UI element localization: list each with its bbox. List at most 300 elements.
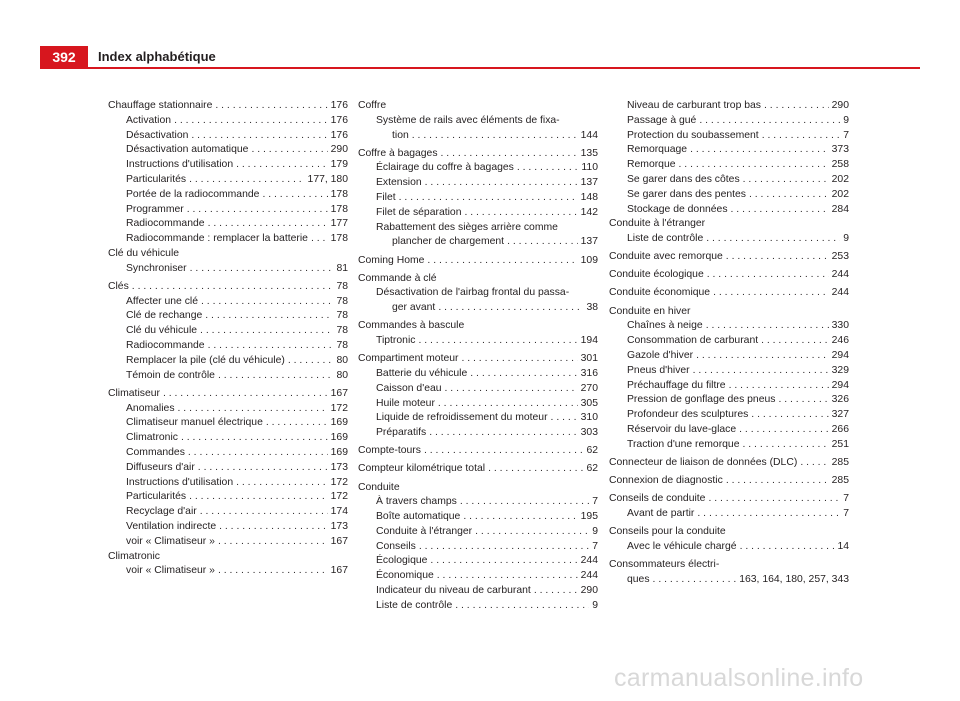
page-reference: 301 bbox=[580, 353, 598, 365]
index-entry bbox=[108, 387, 348, 550]
page-reference: 330 bbox=[831, 320, 849, 332]
page-reference: 253 bbox=[831, 251, 849, 263]
entry-text: Conseils de conduite bbox=[609, 493, 706, 504]
page-reference: 110 bbox=[581, 162, 598, 174]
index-entry-line bbox=[609, 268, 849, 283]
entry-text: Témoin de contrôle bbox=[126, 369, 215, 381]
entry-text: Liste de contrôle bbox=[376, 599, 453, 611]
entry-text: Pneus d'hiver bbox=[627, 364, 690, 376]
leader-dots bbox=[311, 232, 328, 247]
page-reference: 179 bbox=[330, 159, 348, 171]
entry-text: Stockage de données bbox=[627, 203, 728, 215]
index-entry bbox=[108, 247, 348, 277]
page-reference: 9 bbox=[843, 114, 849, 126]
index-subentry-line bbox=[358, 382, 598, 397]
entry-text: Économique bbox=[376, 570, 434, 582]
index-subentry-line bbox=[108, 173, 348, 188]
entry-text: Conseils pour la conduite bbox=[609, 525, 726, 537]
index-entry-line bbox=[358, 319, 598, 334]
page-reference: 327 bbox=[831, 409, 849, 421]
entry-text: Gazole d'hiver bbox=[627, 349, 694, 361]
page-reference: 202 bbox=[831, 173, 849, 185]
page-reference: 303 bbox=[580, 427, 598, 439]
index-entry-line bbox=[358, 254, 598, 269]
page-reference: 62 bbox=[586, 463, 598, 475]
index-entry-line bbox=[358, 444, 598, 459]
page-reference: 80 bbox=[336, 354, 348, 366]
page-reference: 202 bbox=[831, 188, 849, 200]
leader-dots bbox=[219, 520, 328, 535]
leader-dots bbox=[739, 423, 829, 438]
page-reference: 373 bbox=[831, 144, 849, 156]
page-reference: 135 bbox=[580, 147, 598, 159]
index-entry-line bbox=[609, 474, 849, 489]
entry-text: Portée de la radiocommande bbox=[126, 188, 260, 200]
index-subentry-line bbox=[358, 129, 598, 144]
index-subentry-line bbox=[108, 324, 348, 339]
leader-dots bbox=[470, 367, 577, 382]
leader-dots bbox=[181, 431, 328, 446]
entry-text: Désactivation bbox=[126, 129, 189, 141]
entry-text: Synchroniser bbox=[126, 262, 187, 274]
leader-dots bbox=[706, 319, 829, 334]
index-subentry-line bbox=[108, 309, 348, 324]
leader-dots bbox=[800, 456, 828, 471]
entry-text: Chauffage stationnaire bbox=[108, 100, 213, 111]
leader-dots bbox=[441, 147, 578, 162]
leader-dots bbox=[189, 490, 328, 505]
leader-dots bbox=[731, 203, 829, 218]
entry-text: Remplacer la pile (clé du véhicule) bbox=[126, 354, 285, 366]
index-subentry-line bbox=[609, 158, 849, 173]
leader-dots bbox=[551, 411, 578, 426]
entry-text: Consommateurs électri- bbox=[609, 558, 720, 570]
leader-dots bbox=[693, 364, 829, 379]
index-subentry-line bbox=[609, 129, 849, 144]
index-entry-line bbox=[609, 492, 849, 507]
index-subentry-line bbox=[108, 217, 348, 232]
entry-text: Climatronic bbox=[108, 550, 160, 562]
entry-text: Connexion de diagnostic bbox=[609, 474, 723, 486]
index-subentry-line bbox=[358, 114, 598, 129]
leader-dots bbox=[726, 250, 829, 265]
leader-dots bbox=[178, 402, 328, 417]
page-reference: 137 bbox=[580, 177, 598, 189]
entry-text: Préchauffage du filtre bbox=[627, 379, 726, 391]
entry-text: Compartiment moteur bbox=[358, 353, 459, 365]
leader-dots bbox=[437, 569, 578, 584]
index-subentry-line bbox=[358, 495, 598, 510]
page-reference: 294 bbox=[831, 349, 849, 361]
page-reference: 178 bbox=[330, 233, 348, 245]
entry-text: Réservoir du lave-glace bbox=[627, 423, 737, 435]
page-reference: 137 bbox=[580, 236, 598, 248]
page-reference: 290 bbox=[330, 144, 348, 156]
entry-text: Liste de contrôle bbox=[627, 233, 704, 245]
index-subentry-line bbox=[108, 143, 348, 158]
index-subentry-line bbox=[108, 520, 348, 535]
index-entry-line bbox=[108, 387, 348, 402]
index-entry bbox=[108, 99, 348, 247]
index-entry bbox=[609, 305, 849, 453]
page-reference: 169 bbox=[330, 446, 348, 458]
index-subentry-line bbox=[358, 161, 598, 176]
leader-dots bbox=[266, 416, 328, 431]
index-entry bbox=[358, 254, 598, 269]
index-subentry-line bbox=[358, 411, 598, 426]
index-entry bbox=[358, 319, 598, 349]
page-reference: 310 bbox=[580, 412, 598, 424]
entry-text: Conduite écologique bbox=[609, 269, 704, 281]
entry-text: Batterie du véhicule bbox=[376, 368, 468, 380]
entry-text: Affecter une clé bbox=[126, 295, 199, 307]
entry-text: Rabattement des sièges arrière comme bbox=[376, 221, 558, 233]
entry-text: Commandes bbox=[126, 446, 185, 458]
index-subentry-line bbox=[358, 569, 598, 584]
page-reference: 167 bbox=[330, 565, 348, 577]
leader-dots bbox=[208, 217, 328, 232]
index-entry-line bbox=[358, 272, 598, 287]
entry-text: Clé du véhicule bbox=[108, 247, 180, 259]
entry-text: Caisson d'eau bbox=[376, 382, 442, 394]
index-subentry-line bbox=[108, 416, 348, 431]
page-reference: 285 bbox=[831, 456, 849, 468]
index-entry-line bbox=[609, 525, 849, 540]
leader-dots bbox=[412, 129, 578, 144]
entry-text: Clé du véhicule bbox=[126, 325, 198, 337]
index-subentry-line bbox=[108, 476, 348, 491]
index-subentry-line bbox=[358, 426, 598, 441]
entry-text: ger avant bbox=[392, 302, 436, 314]
entry-text: Passage à gué bbox=[627, 114, 697, 126]
leader-dots bbox=[696, 349, 829, 364]
index-subentry-line bbox=[609, 173, 849, 188]
entry-text: Conduite économique bbox=[609, 287, 711, 299]
index-subentry-line bbox=[609, 188, 849, 203]
leader-dots bbox=[708, 492, 840, 507]
leader-dots bbox=[188, 446, 328, 461]
entry-text: Niveau de carburant trop bas bbox=[627, 100, 762, 111]
entry-text: Coffre bbox=[358, 100, 387, 111]
index-subentry-line bbox=[358, 191, 598, 206]
leader-dots bbox=[699, 114, 840, 129]
entry-text: Clés bbox=[108, 280, 129, 292]
index-subentry-line bbox=[108, 129, 348, 144]
page-header bbox=[0, 0, 960, 70]
entry-text: Préparatifs bbox=[376, 427, 427, 439]
leader-dots bbox=[743, 173, 829, 188]
index-subentry-line bbox=[358, 206, 598, 221]
index-entry bbox=[358, 352, 598, 441]
leader-dots bbox=[236, 158, 328, 173]
leader-dots bbox=[201, 295, 333, 310]
leader-dots bbox=[778, 393, 828, 408]
entry-text: Tiptronic bbox=[376, 335, 416, 347]
index-entry bbox=[358, 462, 598, 477]
page-reference: 14 bbox=[837, 540, 849, 552]
page-reference: 246 bbox=[831, 335, 849, 347]
index-column-3 bbox=[609, 99, 849, 587]
entry-text: Diffuseurs d'air bbox=[126, 461, 195, 473]
index-subentry-line bbox=[358, 525, 598, 540]
index-subentry-line bbox=[108, 461, 348, 476]
page-reference: 178 bbox=[330, 203, 348, 215]
index-subentry-line bbox=[108, 369, 348, 384]
index-subentry-line bbox=[108, 354, 348, 369]
page-reference: 80 bbox=[336, 369, 348, 381]
index-entry-line bbox=[358, 352, 598, 367]
entry-text: Coming Home bbox=[358, 254, 425, 266]
entry-text: plancher de chargement bbox=[392, 236, 505, 248]
index-entry bbox=[108, 280, 348, 384]
index-subentry-line bbox=[108, 505, 348, 520]
index-entry bbox=[358, 99, 598, 143]
leader-dots bbox=[163, 387, 328, 402]
index-entry-line bbox=[108, 247, 348, 262]
index-entry-line bbox=[609, 217, 849, 232]
entry-text: Instructions d'utilisation bbox=[126, 159, 234, 171]
index-entry bbox=[609, 268, 849, 283]
index-subentry-line bbox=[108, 295, 348, 310]
page-reference: 176 bbox=[330, 114, 348, 126]
index-subentry-line bbox=[358, 221, 598, 236]
leader-dots bbox=[132, 280, 334, 295]
index-entry-line bbox=[609, 286, 849, 301]
index-entry bbox=[609, 99, 849, 217]
entry-text: Avant de partir bbox=[627, 507, 695, 519]
leader-dots bbox=[749, 188, 829, 203]
entry-text: Particularités bbox=[126, 173, 187, 185]
entry-text: Particularités bbox=[126, 491, 187, 503]
entry-text: Programmer bbox=[126, 203, 184, 215]
page-reference: 176 bbox=[330, 100, 348, 111]
leader-dots bbox=[460, 495, 589, 510]
index-entry bbox=[609, 474, 849, 489]
index-subentry-line bbox=[609, 349, 849, 364]
page-reference: 172 bbox=[330, 476, 348, 488]
page-reference: 177 bbox=[330, 218, 348, 230]
page-reference: 244 bbox=[831, 287, 849, 299]
leader-dots bbox=[729, 379, 829, 394]
page-reference: 62 bbox=[586, 445, 598, 457]
leader-dots bbox=[187, 203, 328, 218]
page-reference: 173 bbox=[330, 461, 348, 473]
leader-dots bbox=[690, 143, 829, 158]
leader-dots bbox=[191, 129, 327, 144]
page-reference: 7 bbox=[592, 540, 598, 552]
leader-dots bbox=[751, 408, 828, 423]
index-subentry-line bbox=[609, 423, 849, 438]
page-reference: 305 bbox=[580, 397, 598, 409]
leader-dots bbox=[190, 262, 334, 277]
entry-text: Compte-tours bbox=[358, 445, 421, 457]
index-entry-line bbox=[358, 147, 598, 162]
page-reference: 144 bbox=[580, 129, 598, 141]
page-reference: 177, 180 bbox=[307, 173, 348, 185]
page-reference: 195 bbox=[580, 511, 598, 523]
index-entry-line bbox=[358, 481, 598, 496]
page-reference: 78 bbox=[336, 340, 348, 352]
index-subentry-line bbox=[358, 554, 598, 569]
index-subentry-line bbox=[609, 99, 849, 114]
entry-text: Clé de rechange bbox=[126, 310, 203, 322]
leader-dots bbox=[534, 584, 578, 599]
page-reference: 326 bbox=[831, 394, 849, 406]
index-column-1 bbox=[108, 99, 348, 579]
entry-text: voir « Climatiseur » bbox=[126, 565, 215, 577]
index-entry-line bbox=[609, 250, 849, 265]
page-reference: 9 bbox=[592, 525, 598, 537]
page-reference: 270 bbox=[580, 382, 598, 394]
index-entry bbox=[609, 558, 849, 588]
leader-dots bbox=[740, 540, 835, 555]
entry-text: Conduite bbox=[358, 481, 400, 493]
index-entry bbox=[358, 444, 598, 459]
leader-dots bbox=[399, 191, 578, 206]
index-subentry-line bbox=[358, 301, 598, 316]
index-entry bbox=[609, 456, 849, 471]
entry-text: Filet de séparation bbox=[376, 206, 462, 218]
index-entry bbox=[609, 217, 849, 247]
page-reference: 285 bbox=[831, 474, 849, 486]
entry-text: Avec le véhicule chargé bbox=[627, 540, 737, 552]
entry-text: Commande à clé bbox=[358, 272, 437, 284]
entry-text: Coffre à bagages bbox=[358, 147, 438, 159]
index-entry-line bbox=[609, 558, 849, 573]
page-reference: 244 bbox=[580, 570, 598, 582]
leader-dots bbox=[251, 143, 327, 158]
entry-text: Connecteur de liaison de données (DLC) bbox=[609, 456, 798, 468]
leader-dots bbox=[215, 99, 327, 114]
index-subentry-line bbox=[108, 158, 348, 173]
index-subentry-line bbox=[108, 564, 348, 579]
leader-dots bbox=[425, 176, 578, 191]
index-subentry-line bbox=[609, 364, 849, 379]
page-number: 392 bbox=[40, 46, 88, 68]
entry-text: ques bbox=[627, 573, 650, 585]
page-reference: 169 bbox=[330, 417, 348, 429]
index-subentry-line bbox=[609, 319, 849, 334]
entry-text: Radiocommande : remplacer la batterie bbox=[126, 233, 308, 245]
entry-text: Commandes à bascule bbox=[358, 320, 465, 332]
page-reference: 9 bbox=[592, 599, 598, 611]
entry-text: À travers champs bbox=[376, 496, 457, 508]
page-reference: 284 bbox=[831, 203, 849, 215]
index-subentry-line bbox=[358, 584, 598, 599]
index-subentry-line bbox=[609, 203, 849, 218]
entry-text: Liquide de refroidissement du moteur bbox=[376, 412, 548, 424]
page-reference: 244 bbox=[580, 555, 598, 567]
page-reference: 172 bbox=[330, 491, 348, 503]
index-subentry-line bbox=[108, 402, 348, 417]
index-entry bbox=[108, 550, 348, 580]
entry-text: Filet bbox=[376, 192, 396, 204]
entry-text: Pression de gonflage des pneus bbox=[627, 394, 776, 406]
entry-text: voir « Climatiseur » bbox=[126, 535, 215, 547]
index-entry-line bbox=[609, 305, 849, 320]
leader-dots bbox=[418, 334, 577, 349]
index-subentry-line bbox=[358, 397, 598, 412]
index-entry-line bbox=[108, 280, 348, 295]
leader-dots bbox=[200, 505, 328, 520]
index-subentry-line bbox=[108, 535, 348, 550]
entry-text: Recyclage d'air bbox=[126, 506, 197, 518]
entry-text: Anomalies bbox=[126, 402, 175, 414]
leader-dots bbox=[445, 382, 578, 397]
index-entry bbox=[358, 147, 598, 251]
entry-text: Radiocommande bbox=[126, 218, 205, 230]
page-reference: 174 bbox=[330, 506, 348, 518]
watermark: carmanualsonline.info bbox=[614, 664, 864, 692]
leader-dots bbox=[236, 476, 328, 491]
page-reference: 7 bbox=[843, 129, 849, 141]
index-subentry-line bbox=[609, 540, 849, 555]
entry-text: Éclairage du coffre à bagages bbox=[376, 162, 514, 174]
index-subentry-line bbox=[609, 379, 849, 394]
index-subentry-line bbox=[358, 334, 598, 349]
entry-text: Conduite à l'étranger bbox=[376, 525, 473, 537]
page-reference: 81 bbox=[336, 262, 348, 274]
entry-text: Huile moteur bbox=[376, 397, 435, 409]
entry-text: Conduite en hiver bbox=[609, 305, 691, 317]
entry-text: Chaînes à neige bbox=[627, 320, 703, 332]
index-subentry-line bbox=[609, 114, 849, 129]
index-subentry-line bbox=[108, 339, 348, 354]
entry-text: Activation bbox=[126, 114, 172, 126]
leader-dots bbox=[455, 599, 589, 614]
page-reference: 329 bbox=[831, 364, 849, 376]
page-reference: 7 bbox=[843, 507, 849, 519]
leader-dots bbox=[419, 540, 589, 555]
leader-dots bbox=[713, 286, 829, 301]
page-reference: 78 bbox=[336, 295, 348, 307]
leader-dots bbox=[430, 554, 577, 569]
page-reference: 290 bbox=[580, 585, 598, 597]
leader-dots bbox=[653, 573, 737, 588]
index-subentry-line bbox=[108, 114, 348, 129]
header-divider bbox=[40, 67, 920, 69]
entry-text: Radiocommande bbox=[126, 340, 205, 352]
page-reference: 163, 164, 180, 257, 343 bbox=[739, 573, 849, 585]
index-subentry-line bbox=[358, 599, 598, 614]
leader-dots bbox=[198, 461, 328, 476]
entry-text: Extension bbox=[376, 177, 422, 189]
index-entry bbox=[358, 272, 598, 316]
leader-dots bbox=[761, 334, 829, 349]
page-reference: 78 bbox=[336, 280, 348, 292]
page-reference: 294 bbox=[831, 379, 849, 391]
leader-dots bbox=[438, 301, 583, 316]
page-reference: 173 bbox=[330, 520, 348, 532]
leader-dots bbox=[174, 114, 328, 129]
index-entry bbox=[609, 250, 849, 265]
index-entry bbox=[358, 481, 598, 614]
entry-text: Boîte automatique bbox=[376, 511, 461, 523]
leader-dots bbox=[205, 309, 333, 324]
leader-dots bbox=[424, 444, 583, 459]
entry-text: tion bbox=[392, 129, 409, 141]
entry-text: Désactivation de l'airbag frontal du passa- bbox=[376, 287, 570, 299]
page-reference: 244 bbox=[831, 269, 849, 281]
index-entry-line bbox=[358, 462, 598, 477]
index-entry bbox=[609, 286, 849, 301]
entry-text: Instructions d'utilisation bbox=[126, 476, 234, 488]
index-subentry-line bbox=[108, 232, 348, 247]
index-subentry-line bbox=[609, 143, 849, 158]
index-subentry-line bbox=[108, 431, 348, 446]
leader-dots bbox=[438, 397, 578, 412]
entry-text: Remorquage bbox=[627, 144, 688, 156]
